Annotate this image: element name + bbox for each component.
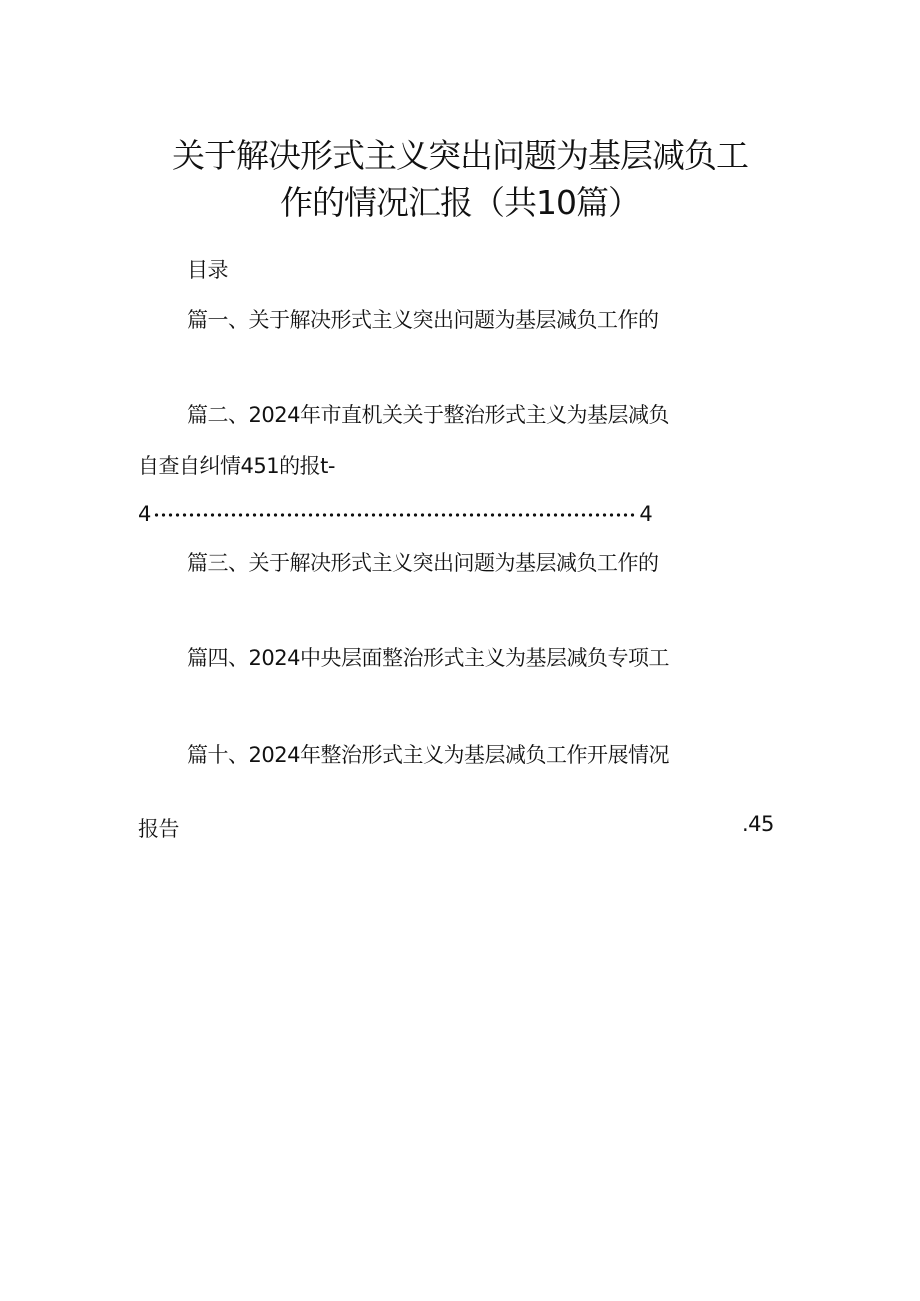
toc-heading: 目录 (187, 258, 228, 282)
dot-leader (153, 512, 637, 518)
toc-entry-10: 篇十、2024年整治形式主义为基层减负工作开展情况 (187, 743, 669, 767)
toc-entry-2-continuation: 自查自纠情451的报t- (138, 454, 335, 478)
toc-entry-10-page-number: .45 (742, 812, 774, 836)
toc-entry-10-continuation: 报告 (138, 817, 179, 841)
leader-end-number: 4 (639, 502, 653, 526)
document-title-line-1: 关于解决形式主义突出问题为基层减负工 (172, 136, 748, 175)
document-title-line-2: 作的情况汇报（共10篇） (280, 183, 640, 222)
toc-entry-1: 篇一、关于解决形式主义突出问题为基层减负工作的 (187, 308, 659, 332)
toc-entry-2: 篇二、2024年市直机关关于整治形式主义为基层减负 (187, 403, 669, 427)
toc-entry-3: 篇三、关于解决形式主义突出问题为基层减负工作的 (187, 551, 659, 575)
leader-start-number: 4 (138, 502, 152, 526)
toc-entry-2-leader-row (138, 500, 653, 528)
toc-entry-4: 篇四、2024中央层面整治形式主义为基层减负专项工 (187, 646, 669, 670)
